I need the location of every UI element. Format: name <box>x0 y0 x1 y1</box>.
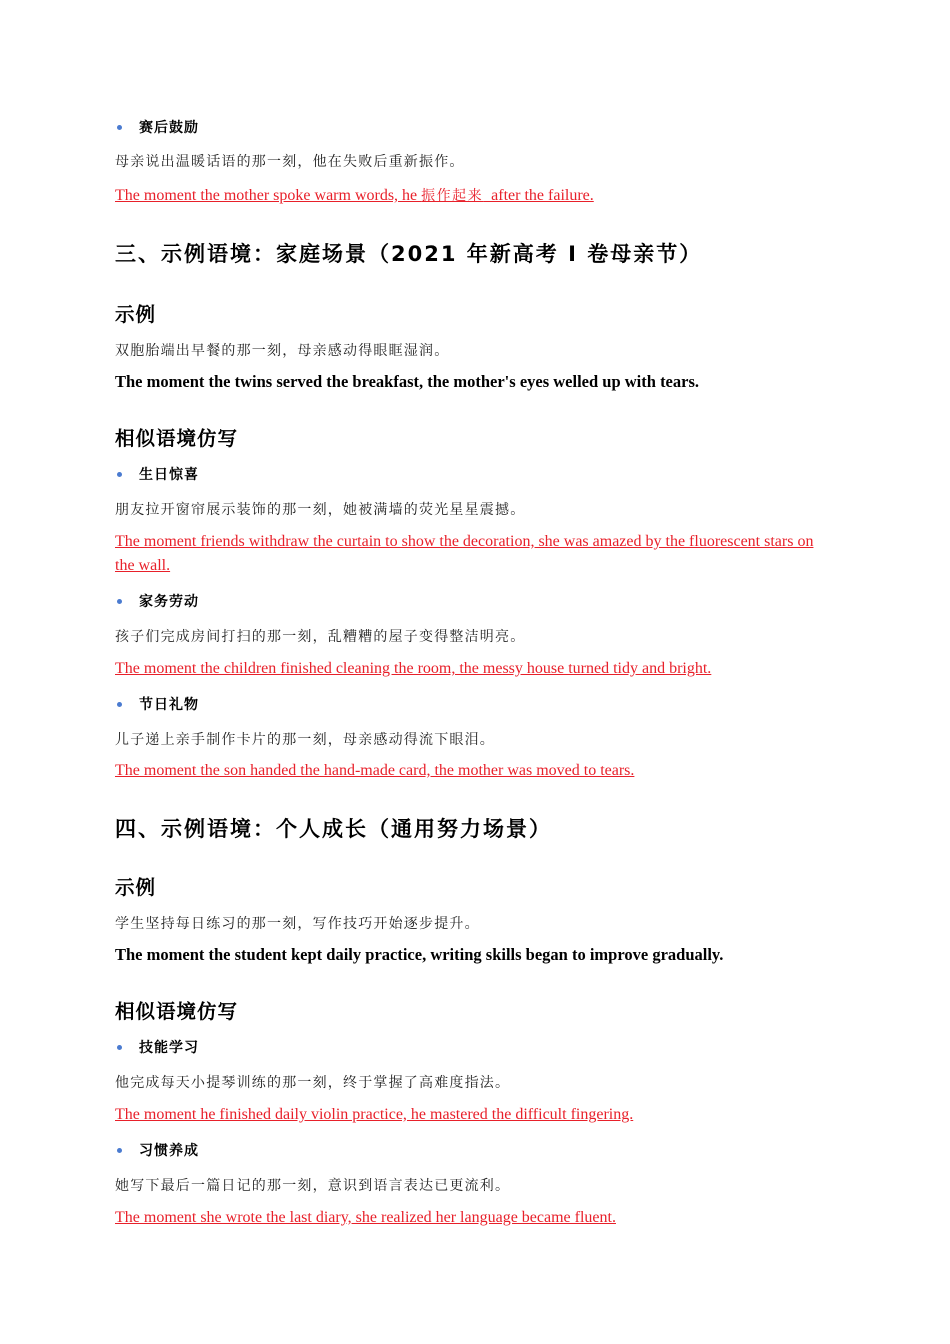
bullet-label: 节日礼物 <box>139 697 199 713</box>
english-translation: The moment friends withdraw the curtain to show the decoration, she was amazed by the fluorescent stars on the wall. <box>115 533 814 574</box>
similar-title: 相似语境仿写 <box>115 1000 239 1023</box>
example-title: 示例 <box>115 876 157 899</box>
section-heading: 三、示例语境：家庭场景（2021 年新高考 Ⅰ 卷母亲节） <box>115 242 703 266</box>
chinese-sentence: 儿子递上亲手制作卡片的那一刻，母亲感动得流下眼泪。 <box>115 732 495 748</box>
translation-cn-part: 振作起来 <box>421 188 484 204</box>
example-chinese: 双胞胎端出早餐的那一刻，母亲感动得眼眶湿润。 <box>115 343 450 359</box>
english-translation <box>115 184 835 208</box>
bullet-item <box>115 591 199 611</box>
bullet-dot-icon <box>117 599 122 604</box>
bullet-label: 生日惊喜 <box>139 467 199 483</box>
example-title: 示例 <box>115 303 157 326</box>
section-heading: 四、示例语境：个人成长（通用努力场景） <box>115 817 552 841</box>
chinese-sentence: 他完成每天小提琴训练的那一刻，终于掌握了高难度指法。 <box>115 1075 511 1091</box>
bullet-item <box>115 1037 199 1057</box>
english-translation: The moment the son handed the hand-made card, the mother was moved to tears. <box>115 762 635 779</box>
bullet-item <box>115 1140 199 1160</box>
example-chinese: 学生坚持每日练习的那一刻，写作技巧开始逐步提升。 <box>115 916 480 932</box>
chinese-sentence: 母亲说出温暖话语的那一刻，他在失败后重新振作。 <box>115 154 465 170</box>
translation-part: after the failure. <box>483 187 594 204</box>
translation-part: The moment the mother spoke warm words, he <box>115 187 422 204</box>
english-translation: The moment the children finished cleaning the room, the messy house turned tidy and bright. <box>115 660 712 677</box>
bullet-label: 习惯养成 <box>139 1143 199 1159</box>
chinese-sentence: 孩子们完成房间打扫的那一刻，乱糟糟的屋子变得整洁明亮。 <box>115 629 526 645</box>
bullet-item <box>115 117 199 137</box>
bullet-label: 技能学习 <box>139 1040 199 1056</box>
english-translation: The moment he finished daily violin practice, he mastered the difficult fingering. <box>115 1106 634 1123</box>
bullet-dot-icon <box>117 1148 122 1153</box>
bullet-item <box>115 464 199 484</box>
chinese-sentence: 她写下最后一篇日记的那一刻，意识到语言表达已更流利。 <box>115 1178 511 1194</box>
similar-title: 相似语境仿写 <box>115 427 239 450</box>
bullet-label: 家务劳动 <box>139 594 199 610</box>
bullet-dot-icon <box>117 472 122 477</box>
chinese-sentence: 朋友拉开窗帘展示装饰的那一刻，她被满墙的荧光星星震撼。 <box>115 502 526 518</box>
english-translation: The moment she wrote the last diary, she realized her language became fluent. <box>115 1209 616 1226</box>
bullet-item <box>115 694 199 714</box>
bullet-dot-icon <box>117 702 122 707</box>
example-english: The moment the student kept daily practice, writing skills began to improve gradually. <box>115 945 724 964</box>
example-english: The moment the twins served the breakfast, the mother's eyes welled up with tears. <box>115 372 700 391</box>
bullet-dot-icon <box>117 125 122 130</box>
bullet-dot-icon <box>117 1045 122 1050</box>
bullet-label: 赛后鼓励 <box>139 120 199 136</box>
